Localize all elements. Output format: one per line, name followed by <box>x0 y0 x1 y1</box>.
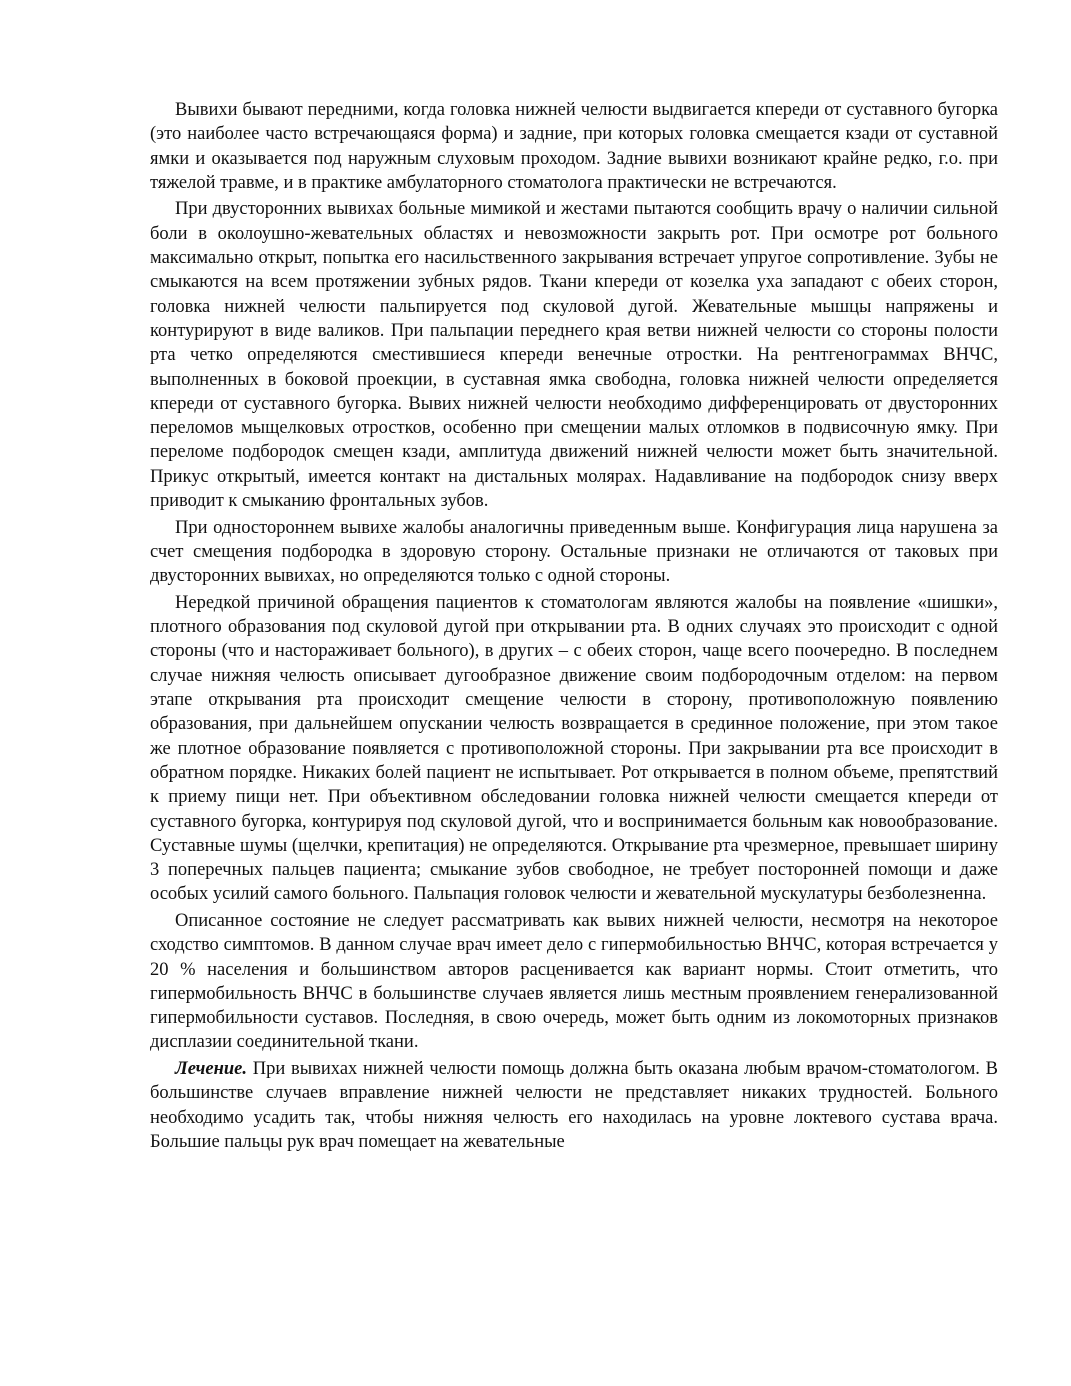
paragraph-unilateral-dislocation: При одностороннем вывихе жалобы аналогичны приведенным выше. Конфигурация лица нарушена за счет смещения подбородка в здоровую сторону. Остальные признаки не отличаются от таковых при двусторонних вывихах, но определяются только с одной стороны. <box>150 517 998 587</box>
paragraph-hypermobility-note: Описанное состояние не следует рассматривать как вывих нижней челюсти, несмотря на некоторое сходство симптомов. В данном случае врач имеет дело с гипермобильностью ВНЧС, которая встречается у 20 % населения и большинством авторов расценивается как вариант нормы. Стоит отметить, что гипермобильность ВНЧС в большинстве случаев является лишь местным проявлением генерализованной гипермобильности суставов. Последняя, в свою очередь, может быть одним из локомоторных признаков дисплазии соединительной ткани. <box>150 910 998 1053</box>
treatment-heading: Лечение. <box>175 1059 247 1080</box>
treatment-text: При вывихах нижней челюсти помощь должна быть оказана любым врачом-стоматологом. В большинстве случаев вправление нижней челюсти не представляет никаких трудностей. Больного необходимо усадить так, чтобы нижняя челюсть его находилась на уровне локтевого сустава врача. Большие пальцы рук врач помещает на жевательные <box>150 1059 998 1152</box>
paragraph-hypermobility-complaints: Нередкой причиной обращения пациентов к стоматологам являются жалобы на появление «шишки», плотного образования под скуловой дугой при открывании рта. В одних случаях это происходит с одной стороны (что и настораживает больного), в других – с обеих сторон, чаще всего поочередно. В последнем случае нижняя челюсть описывает дугообразное движение своим подбородочным отделом: на первом этапе открывания рта происходит смещение челюсти в сторону, противоположную появлению образования, при дальнейшем опускании челюсть возвращается в срединное положение, при этом такое же плотное образование появляется с противоположной стороны. При закрывании рта все происходит в обратном порядке. Никаких болей пациент не испытывает. Рот открывается в полном объеме, препятствий к приему пищи нет. При объективном обследовании головка нижней челюсти смещается кпереди от суставного бугорка, контурируя под скуловой дугой, что и воспринимается больным как новообразование. Суставные шумы (щелчки, крепитация) не определяются. Открывание рта чрезмерное, превышает ширину 3 поперечных пальцев пациента; смыкание зубов свободное, не требует посторонней помощи и даже особых усилий самого больного. Пальпация головок челюсти и жевательной мускулатуры безболезненна. <box>150 592 998 905</box>
paragraph-bilateral-dislocation: При двусторонних вывихах больные мимикой и жестами пытаются сообщить врачу о наличии сильной боли в околоушно-жевательных областях и невозможности закрыть рот. При осмотре рот больного максимально открыт, попытка его насильственного закрывания встречает упругое сопротивление. Зубы не смыкаются на всем протяжении зубных рядов. Ткани кпереди от козелка уха западают с обеих сторон, головка нижней челюсти пальпируется под скуловой дугой. Жевательные мышцы напряжены и контурируют в виде валиков. При пальпации переднего края ветви нижней челюсти со стороны полости рта четко определяются сместившиеся кпереди венечные отростки. На рентгенограммах ВНЧС, выполненных в боковой проекции, в суставная ямка свободна, головка нижней челюсти определяется кпереди от суставного бугорка. Вывих нижней челюсти необходимо дифференцировать от двусторонних переломов мыщелковых отростков, особенно при смещении малых отломков в подвисочную ямку. При переломе подбородок смещен кзади, амплитуда движений нижней челюсти может быть значительной. Прикус открытый, имеется контакт на дистальных молярах. Надавливание на подбородок снизу вверх приводит к смыканию фронтальных зубов. <box>150 199 998 512</box>
document-page <box>150 98 998 1157</box>
paragraph-dislocation-types: Вывихи бывают передними, когда головка нижней челюсти выдвигается кпереди от суставного бугорка (это наиболее часто встречающаяся форма) и задние, при которых головка смещается кзади от суставной ямки и оказывается под наружным слуховым проходом. Задние вывихи возникают крайне редко, г.о. при тяжелой травме, и в практике амбулаторного стоматолога практически не встречаются. <box>150 100 998 193</box>
paragraph-treatment <box>150 1057 998 1154</box>
